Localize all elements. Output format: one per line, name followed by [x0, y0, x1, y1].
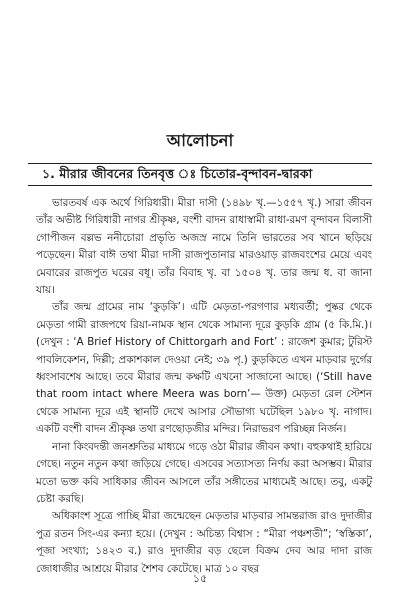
paragraph: অধিকাংশ সূত্রে পাচ্ছি মীরা জন্মেছেন মেড়তার মাড়বার সামন্তরাজ রাও দুদাজীর পুত্র রতন সিং-এর কন্যা হয়ে। (দেখুন : অচিন্ত্য বিশ্বাস : “মীরা পঞ্চশতী”; ‘স্বস্তিকা’, পূজা সংখ্যা; ১৪২৩ ব.) রাও দুদাজীর বড় ছেলে বিক্রম দেব আর দাদা রাজ জোধাজীর আশ্রয়ে মীরার শৈশব কেটেছে। মাত্র ১০ বছর: [36, 510, 372, 575]
page-number: ১৫: [192, 572, 208, 585]
body-text: [36, 195, 372, 578]
paragraph: ভারতবর্ষ এক অর্থে গিরিধারী। মীরা দাসী (১৪৯৮ খৃ.—১৫৫৭ খৃ.) সারা জীবন তাঁর অভীষ্ট গিরিধারী নাগর শ্রীকৃষ্ণ, বংশী বাদন রাধাস্বামী রাধা-রমণ বৃন্দাবন বিলাসী গোপীজন বল্লভ ননীচোরা প্রভৃতি অজস্র নামে তিনি ভারতের সব খানে ছড়িয়ে পড়েছেন। মীরা বাঈ তথা মীরা দাসী রাজপুতানার মারওয়াড় রাজবংশের মেয়ে এবং মেবারের রাজপুত ঘরের বধূ। তাঁর বিবাহ খৃ. বা ১৫০৪ খৃ. তার জন্ম ধ. বা জানা যায়।: [36, 197, 372, 297]
paragraph: নানা কিংবদন্তী জনশ্রুতির মাধ্যমে গড়ে ওঠা মীরার জীবন কথা। বহুকথাই হারিয়ে গেছে। নতুন নতুন কথা জড়িয়ে গেছে। এসবের সত্যাসত্য নির্ণয় করা অসম্ভব। মীরার মতো ভক্ত কবি সাধিকার জীবন আসলে তাঁর সঙ্গীতের মাধ্যমেই আছে। তবু, একটু চেষ্টা করছি।: [36, 440, 372, 505]
section-title: ১. মীরার জীবনের তিনবৃত্ত ঃ চিতোর-বৃন্দাবন-দ্বারকা: [28, 163, 372, 186]
chapter-heading: আলোচনা: [166, 131, 234, 150]
paragraph: তাঁর জন্ম গ্রামের নাম ‘কুড়কি’। এটি মেড়তা-পরগণার মধ্যবর্তী; পুষ্কর থেকে মেড়তা গামী রাজপথে রিয়া-নামক স্থান থেকে সামান্য দূরে কুড়কি গ্রাম (৫ কি.মি.)। (দেখুন : ‘A Brief History of Chittorgarh and Fort’ : রাজেশ কুমার; টুরিস্ট পাবলিকেশন, দিল্লী; প্রকাশকাল দেওয়া নেই; ৩৯ পৃ.) কুড়কিতে এখন মাড়বার দুর্গের ধ্বংসাবশেষ আছে। তবে মীরার জন্ম কক্ষটি এখনো সাজানো আছে। (‘Still have that room intact where Meera was born’— উক্ত) মেড়তা রেল স্টেশন থেকে সামান্য দূরে এই স্থানটি দেখে আসার সৌভাগ্য ঘটেছিল ১৯৮০ খৃ. নাগাদ। একটি বংশী বাদন শ্রীকৃষ্ণ তথা রণছোড়জীর মন্দির। নিরাভরণ পরিচ্ছন্ন নির্জন।: [36, 301, 372, 436]
